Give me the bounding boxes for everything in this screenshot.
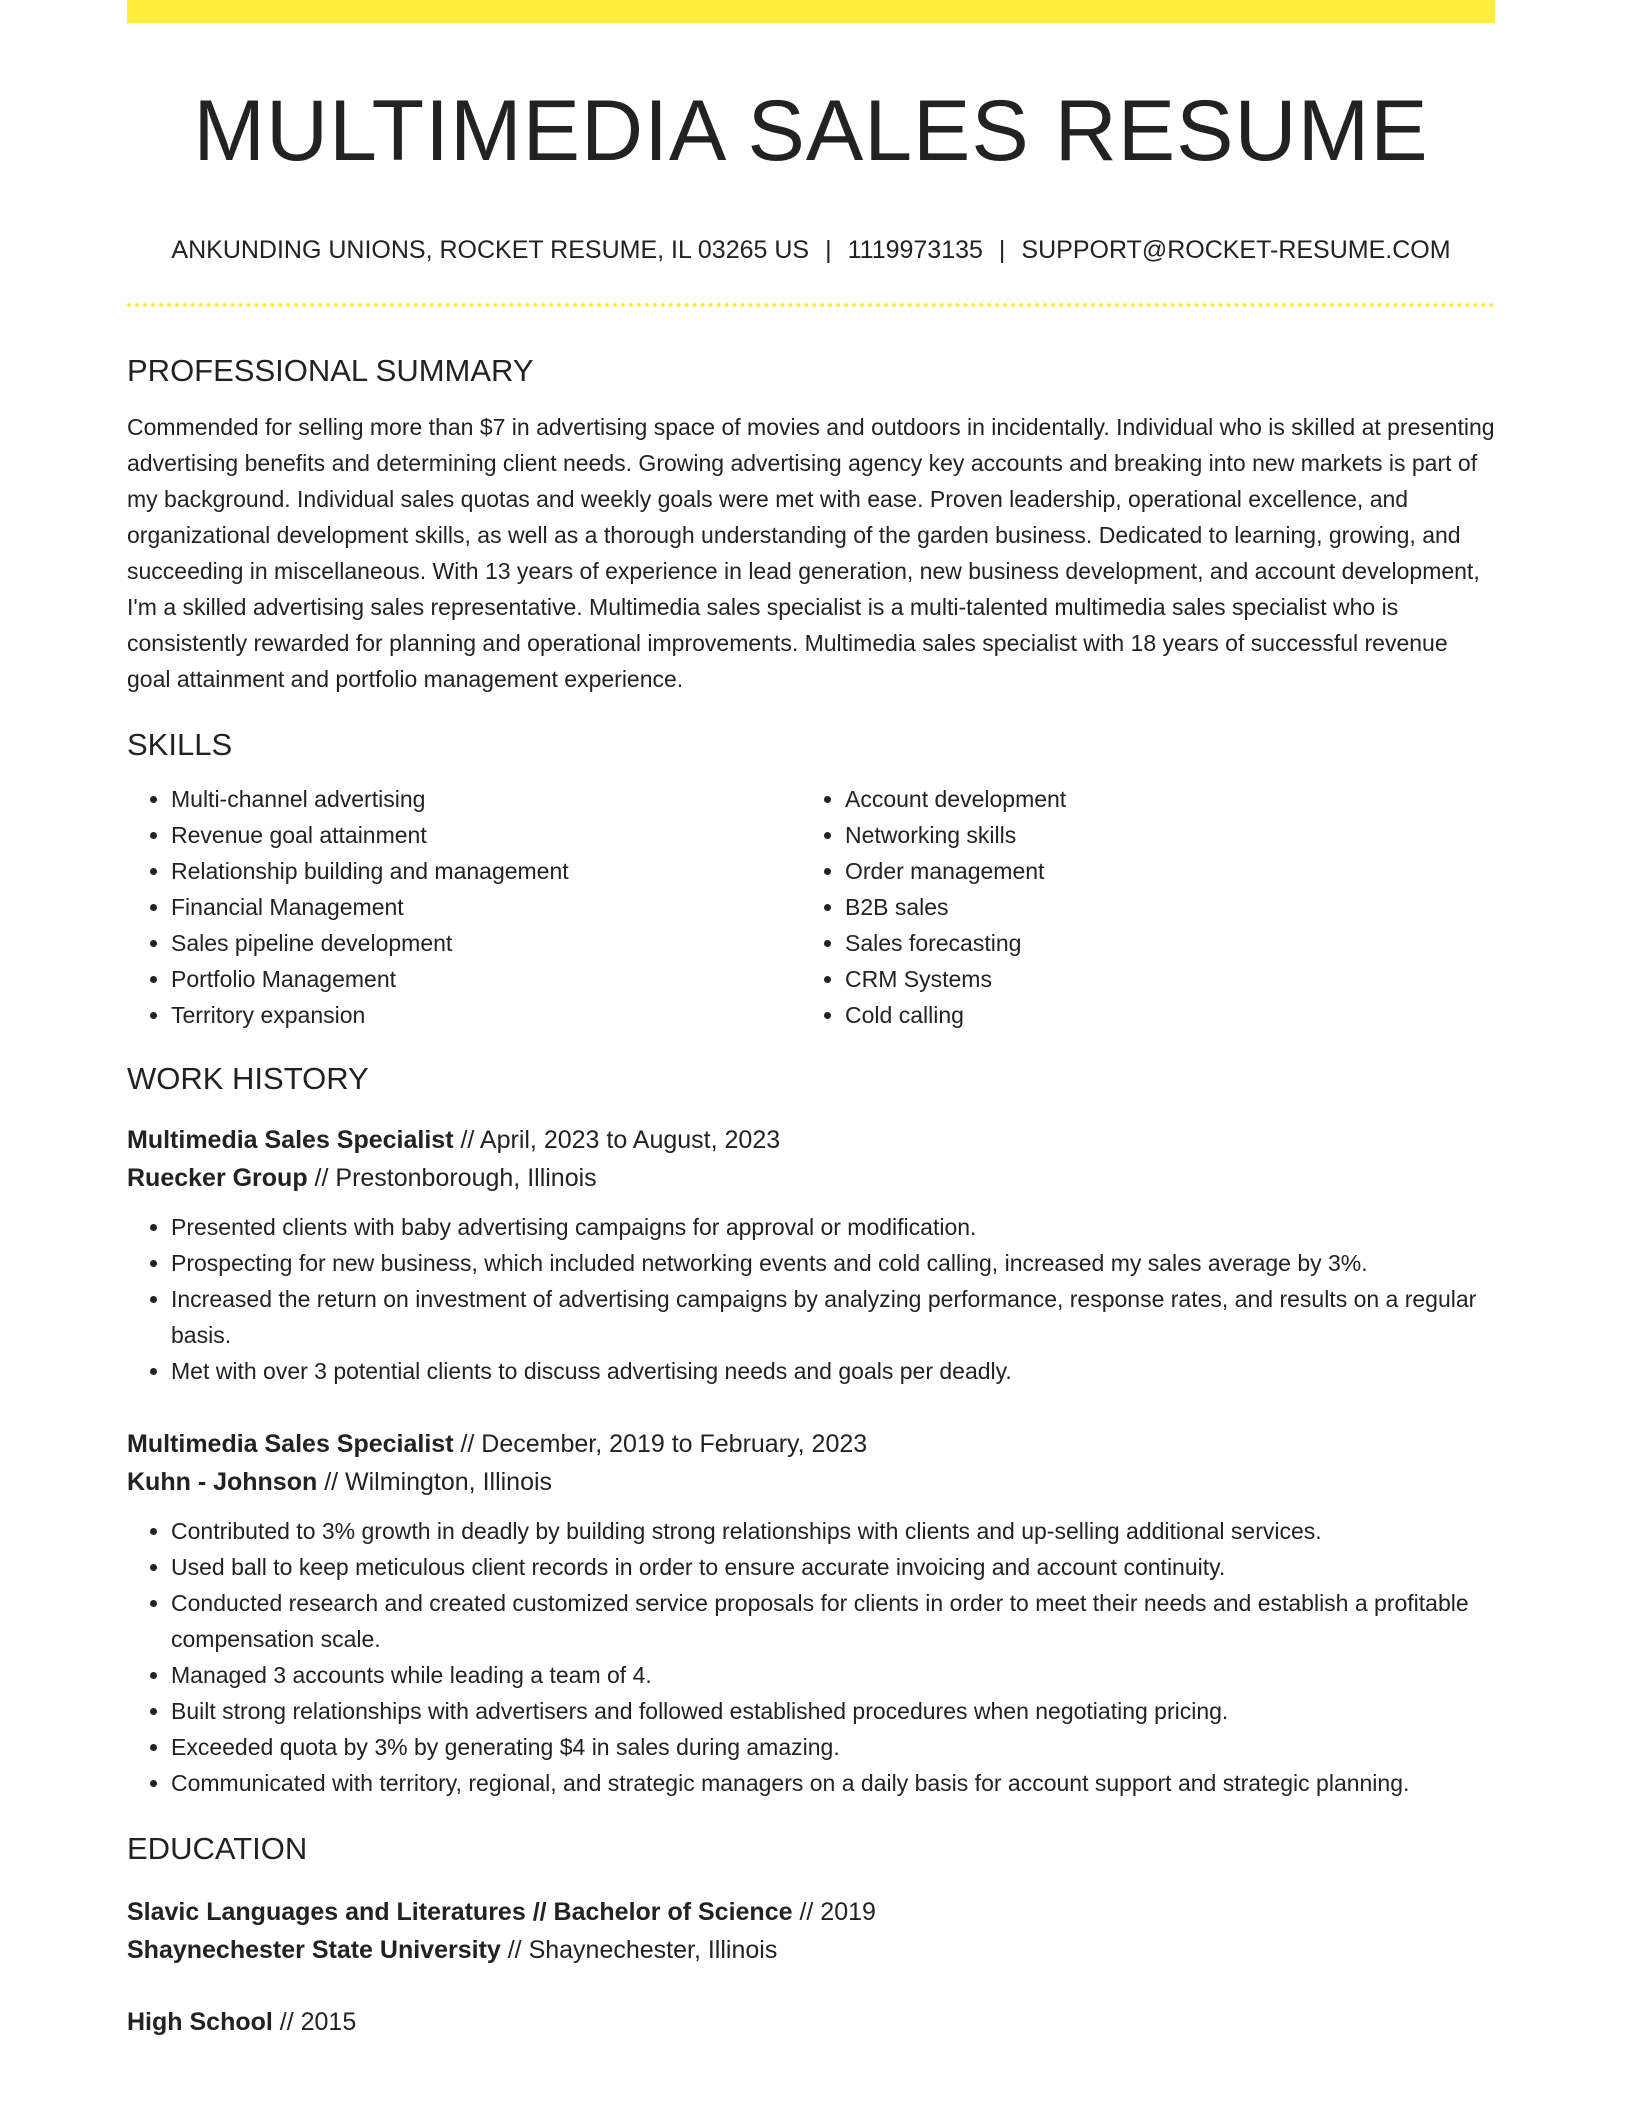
summary-text: Commended for selling more than $7 in advertising space of movies and outdoors in incidentally. Individual who is skilled at presenting advertising benefits and determining client needs. Growing advertising agency key accounts and breaking into new markets is part of my background. Individual sales quotas and weekly goals were met with ease. Proven leadership, operational excellence, and organizational development skills, as well as a thorough understanding of the garden business. Dedicated to learning, growing, and succeeding in miscellaneous. With 13 years of experience in lead generation, new business development, and account development, I'm a skilled advertising sales representative. Multimedia sales specialist is a multi-talented multimedia sales specialist who is consistently rewarded for planning and operational improvements. Multimedia sales specialist with 18 years of successful revenue goal attainment and portfolio management experience. bbox=[127, 414, 1495, 692]
education-location: // Shaynechester, Illinois bbox=[500, 1936, 778, 1964]
education-degree: High School bbox=[127, 2008, 273, 2036]
job-title-line bbox=[127, 1121, 1495, 1159]
education-degree-line bbox=[127, 1893, 1495, 1931]
job-dates: // December, 2019 to February, 2023 bbox=[453, 1430, 868, 1458]
contact-separator: | bbox=[998, 236, 1006, 264]
contact-separator: | bbox=[825, 236, 832, 264]
education-section bbox=[127, 1829, 1495, 2041]
job-title: Multimedia Sales Specialist bbox=[127, 1126, 454, 1154]
job-title: Multimedia Sales Specialist bbox=[127, 1430, 454, 1458]
job-bullets bbox=[127, 1513, 1495, 1801]
skill-item: • Portfolio Management bbox=[171, 961, 801, 997]
job-bullet: • Presented clients with baby advertising campaigns for approval or modification. bbox=[171, 1209, 1495, 1245]
skill-item: • CRM Systems bbox=[845, 961, 1475, 997]
job-entry bbox=[127, 1121, 1495, 1389]
education-degree: Slavic Languages and Literatures // Bachelor of Science bbox=[127, 1898, 793, 1926]
skills-grid bbox=[127, 781, 1495, 1033]
accent-bar bbox=[127, 0, 1495, 23]
skill-item: • Networking skills bbox=[845, 817, 1475, 853]
skill-item: • Cold calling bbox=[845, 997, 1475, 1033]
contact-line bbox=[127, 234, 1495, 266]
skill-item: • Territory expansion bbox=[171, 997, 801, 1033]
skill-item: • Sales pipeline development bbox=[171, 925, 801, 961]
resume-page bbox=[127, 0, 1495, 2041]
education-school: Shaynechester State University bbox=[127, 1936, 501, 1964]
job-bullet: • Conducted research and created customized service proposals for clients in order to meet their needs and establish a profitable compensation scale. bbox=[171, 1585, 1495, 1657]
skill-item: • Relationship building and management bbox=[171, 853, 801, 889]
work-history-heading: WORK HISTORY bbox=[127, 1061, 369, 1096]
skills-heading: SKILLS bbox=[127, 727, 233, 762]
job-title-line bbox=[127, 1425, 1495, 1463]
job-location: // Wilmington, Illinois bbox=[317, 1468, 553, 1496]
skill-item: • Sales forecasting bbox=[845, 925, 1475, 961]
skills-list-right bbox=[801, 781, 1475, 1033]
job-bullet: • Prospecting for new business, which included networking events and cold calling, increased my sales average by 3%. bbox=[171, 1245, 1495, 1281]
skill-item: • B2B sales bbox=[845, 889, 1475, 925]
skill-item: • Financial Management bbox=[171, 889, 801, 925]
skills-list-left bbox=[127, 781, 801, 1033]
job-bullets bbox=[127, 1209, 1495, 1389]
education-year: // 2015 bbox=[272, 2008, 357, 2036]
skill-item: • Multi-channel advertising bbox=[171, 781, 801, 817]
job-bullet: • Used ball to keep meticulous client records in order to ensure accurate invoicing and account continuity. bbox=[171, 1549, 1495, 1585]
job-dates: // April, 2023 to August, 2023 bbox=[453, 1126, 781, 1154]
job-bullet: • Met with over 3 potential clients to discuss advertising needs and goals per deadly. bbox=[171, 1353, 1495, 1389]
job-company: Kuhn - Johnson bbox=[127, 1468, 318, 1496]
job-bullet: • Managed 3 accounts while leading a team of 4. bbox=[171, 1657, 1495, 1693]
resume-title: MULTIMEDIA SALES RESUME bbox=[193, 83, 1429, 179]
contact-phone: 1119973135 bbox=[847, 236, 983, 264]
education-school-line bbox=[127, 1931, 1495, 1969]
education-degree-line bbox=[127, 2003, 1495, 2041]
education-entry bbox=[127, 1893, 1495, 1969]
job-location: // Prestonborough, Illinois bbox=[307, 1164, 597, 1192]
job-bullet: • Increased the return on investment of advertising campaigns by analyzing performance, response rates, and results on a regular basis. bbox=[171, 1281, 1495, 1353]
skill-item: • Revenue goal attainment bbox=[171, 817, 801, 853]
header-divider bbox=[127, 303, 1495, 307]
summary-section bbox=[127, 351, 1495, 697]
education-entry bbox=[127, 2003, 1495, 2041]
job-company-line bbox=[127, 1159, 1495, 1197]
education-heading: EDUCATION bbox=[127, 1831, 308, 1866]
job-bullet: • Built strong relationships with advertisers and followed established procedures when negotiating pricing. bbox=[171, 1693, 1495, 1729]
job-company: Ruecker Group bbox=[127, 1164, 308, 1192]
job-company-line bbox=[127, 1463, 1495, 1501]
contact-email: SUPPORT@ROCKET-RESUME.COM bbox=[1021, 236, 1451, 264]
job-entry bbox=[127, 1425, 1495, 1801]
job-bullet: • Communicated with territory, regional, and strategic managers on a daily basis for account support and strategic planning. bbox=[171, 1765, 1495, 1801]
skill-item: • Order management bbox=[845, 853, 1475, 889]
skills-section bbox=[127, 725, 1495, 1033]
work-history-section bbox=[127, 1059, 1495, 1801]
job-bullet: • Contributed to 3% growth in deadly by building strong relationships with clients and up-selling additional services. bbox=[171, 1513, 1495, 1549]
summary-heading: PROFESSIONAL SUMMARY bbox=[127, 353, 534, 388]
skill-item: • Account development bbox=[845, 781, 1475, 817]
contact-address: ANKUNDING UNIONS, ROCKET RESUME, IL 03265 US bbox=[171, 236, 810, 264]
education-year: // 2019 bbox=[792, 1898, 876, 1926]
job-bullet: • Exceeded quota by 3% by generating $4 in sales during amazing. bbox=[171, 1729, 1495, 1765]
